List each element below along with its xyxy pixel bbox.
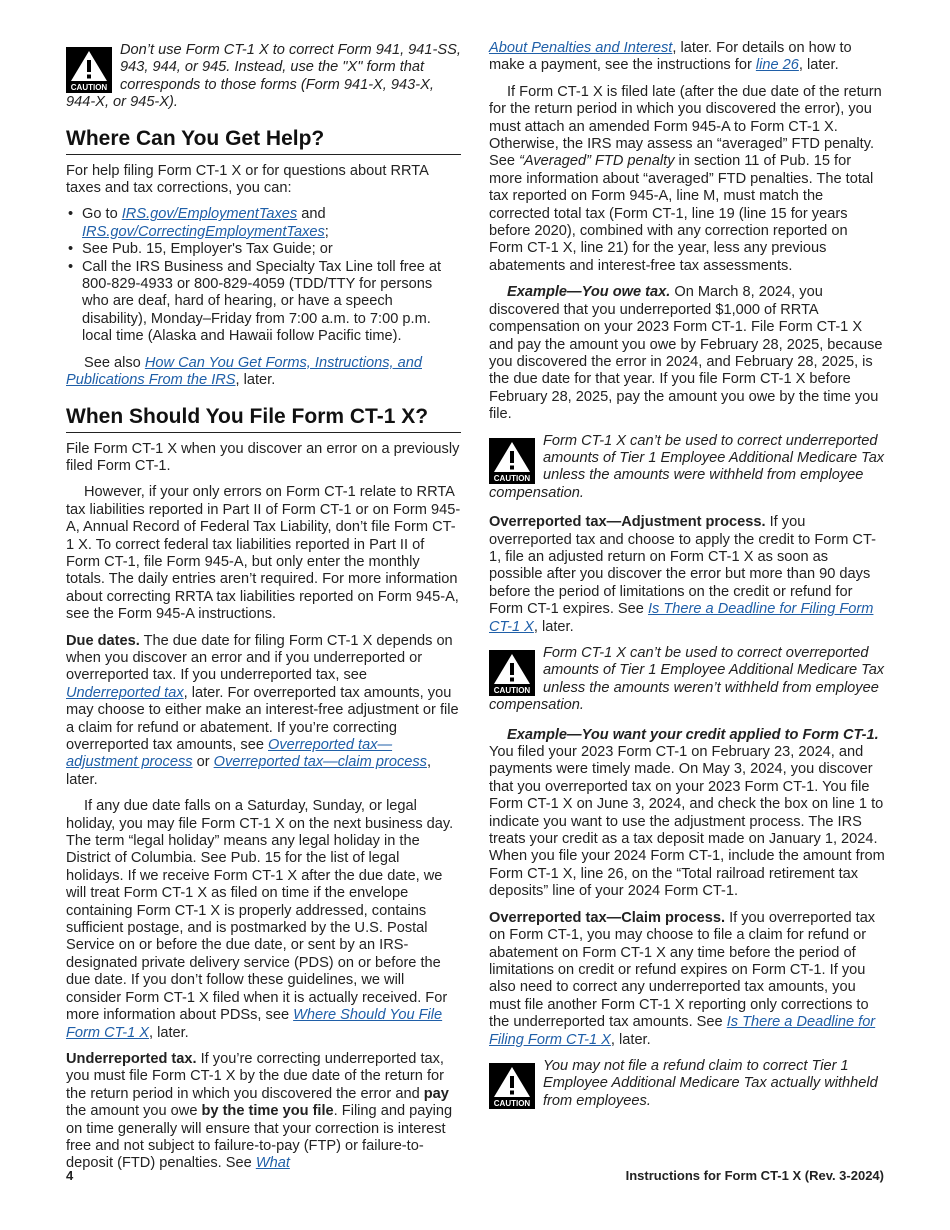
caution-note [489,1058,885,1110]
caution-text: Form CT-1 X can’t be used to correct underreported amounts of Tier 1 Employee Additional Medicare Tax unless the amounts were withheld from employee compensation. [489,432,885,501]
svg-text:CAUTION: CAUTION [493,1098,531,1108]
what-penalties-link[interactable]: What [255,1155,290,1172]
adjustment-process-link[interactable]: Overreported tax—adjustment process [66,737,393,771]
caution-note [66,42,461,112]
claim-process-link[interactable]: Overreported tax—claim process [213,754,427,771]
list-item: • See Pub. 15, Employer's Tax Guide; or [66,241,461,258]
list-item: • Go to IRS.gov/EmploymentTaxes and IRS.gov/CorrectingEmploymentTaxes; [66,206,461,241]
paragraph-adjustment: Overreported tax—Adjustment process. If you overreported tax and choose to apply the credit to Form CT-1, file an adjusted return on Form CT-1 X as soon as possible after you discover the error but more than 90 days before the period of limitations on the credit or refund for Form CT-1 expires. See Is There a Deadline for Filing Form CT-1 X, later. [489,514,876,635]
deadline-link[interactable]: Is There a Deadline for Filing Form CT-1 X [489,1014,876,1048]
paragraph: See also How Can You Get Forms, Instructions, and Publications From the IRS, later. [66,354,422,389]
penalties-interest-link[interactable]: About Penalties and Interest [489,40,673,56]
deadline-link[interactable]: Is There a Deadline for Filing Form CT-1 X [489,601,874,635]
correcting-employment-taxes-link[interactable]: IRS.gov/CorrectingEmploymentTaxes [82,223,325,240]
caution-note [489,645,885,715]
caution-text: Form CT-1 X can’t be used to correct overreported amounts of Tier 1 Employee Additional Medicare Tax unless the amounts weren’t withheld from employee compensation. [489,645,885,714]
line-26-link[interactable]: line 26 [755,57,799,74]
example-owe-tax: Example—You owe tax. On March 8, 2024, you discovered that you underreported $1,000 of RRTA compensation on your 2023 Form CT-1. File Form CT-1 X and pay the amount you owe by February 28, 2025, because you discovered the error in 2024, and February 28, 2025, is the due date for that year. If you file Form CT-1 X before February 28, 2025, pay the amount you owe by the time you file. [489,284,883,423]
get-forms-link[interactable]: How Can You Get Forms, Instructions, and Publications From the IRS [66,354,422,389]
paragraph-due-dates: Due dates. The due date for filing Form CT-1 X depends on when you discover an error and if you underreported or overreported tax. If you underreported tax, see Underreported tax, later. For overreported tax amounts, you may choose to either make an interest-free adjustment or file a claim for refund or abatement. If you’re correcting overreported tax amounts, see Overreported tax—adjustment process or Overreported tax—claim process, later. [66,632,459,788]
paragraph: File Form CT-1 X when you discover an error on a previously filed Form CT-1. [66,440,460,474]
page-number: 4 [66,1168,74,1183]
caution-text: Don’t use Form CT-1 X to correct Form 941, 941-SS, 943, 944, or 945. Instead, use the "X" form that corresponds to those forms (Form 941-X, 943-X, 944-X, or 945-X). [66,42,461,111]
employment-taxes-link[interactable]: IRS.gov/EmploymentTaxes [121,206,298,223]
right-column [489,40,885,1122]
paragraph: However, if your only errors on Form CT-1 relate to RRTA tax liabilities reported in Part II of Form CT-1 or on Form 945-A, Annual Record of Federal Tax Liability, don’t file Form CT-1 X. To correct federal tax liabilities reported in Part II of Form CT-1, file Form 945-A, but only enter the monthly totals. The daily entries aren’t required. For more information about correcting RRTA tax liabilities reported on Form 945-A, see the Form 945-A instructions. [66,484,461,623]
caution-icon [489,1063,535,1109]
form-title: Instructions for Form CT-1 X (Rev. 3-2024) [625,1168,884,1183]
section-heading-when: When Should You File Form CT-1 X? [66,404,461,433]
caution-icon [489,650,535,696]
caution-text: You may not file a refund claim to correct Tier 1 Employee Additional Medicare Tax actually withheld from employees. [543,1057,878,1109]
section-heading-help: Where Can You Get Help? [66,126,461,155]
left-column [66,40,461,1182]
paragraph-holiday: If any due date falls on a Saturday, Sunday, or legal holiday, you may file Form CT-1 X on the next business day. The term “legal holiday” means any legal holiday in the District of Columbia. See Pub. 15 for the list of legal holidays. If we receive Form CT-1 X after the due date, we will treat Form CT-1 X as filed on time if the envelope containing Form CT-1 X is properly addressed, contains sufficient postage, and is postmarked by the U.S. Postal Service on or before the due date, or sent by an IRS-designated private delivery service (PDS) on or before the due date. If you don’t follow these guidelines, we will consider Form CT-1 X filed when it is actually received. For more information about PDSs, see Where Should You File Form CT-1 X, later. [66,798,454,1041]
caution-note [489,433,885,503]
svg-text:CAUTION: CAUTION [493,473,531,483]
underreported-tax-link[interactable]: Underreported tax [66,684,184,701]
svg-text:CAUTION: CAUTION [70,83,108,92]
where-file-link[interactable]: Where Should You File Form CT-1 X [66,1007,443,1041]
list-item: • Call the IRS Business and Specialty Tax Line toll free at 800-829-4933 or 800-829-4059 (TDD/TTY for persons who are deaf, hard of hearing, or have a speech disability), Monday–Friday from 7:00 a.m. to 7:00 p.m. local time (Alaska and Hawaii follow Pacific time). [66,259,461,346]
help-list [66,206,461,345]
svg-text:CAUTION: CAUTION [493,686,531,695]
paragraph-claim: Overreported tax—Claim process. If you overreported tax on Form CT-1, you may choose to file a claim for refund or abatement on Form CT-1 X any time before the period of limitations on credit or refund expires on Form CT-1. If you also need to correct any underreported tax amounts, you must file another Form CT-1 X reporting only corrections to the underreported tax amounts. See Is There a Deadline for Filing Form CT-1 X, later. [489,909,876,1048]
example-credit-applied: Example—You want your credit applied to Form CT-1. You filed your 2023 Form CT-1 on February 23, 2024, and payments were timely made. On May 3, 2024, you discover that you overreported tax on your 2023 Form CT-1. You file Form CT-1 X on June 3, 2024, and check the box on line 1 to indicate you want to use the adjustment process. The IRS treats your credit as a tax deposit made on January 1, 2024. When you file your 2024 Form CT-1, include the amount from Form CT-1 X, line 26, on the “Total railroad retirement tax deposits” line of your 2024 Form CT-1. [489,726,885,900]
paragraph-underreported: Underreported tax. If you’re correcting underreported tax, you must file Form CT-1 X by the due date of the return for the return period in which you discovered the error and pay the amount you owe by the time you file. Filing and paying on time generally will ensure that your correction is interest free and not subject to failure-to-pay (FTP) or failure-to-deposit (FTD) penalties. See What [66,1050,453,1172]
paragraph: About Penalties and Interest, later. For details on how to make a payment, see the instructions for line 26, later. [489,40,852,74]
help-intro: For help filing Form CT-1 X or for questions about RRTA taxes and tax corrections, you can: [66,162,429,197]
caution-icon [66,47,112,93]
paragraph: If Form CT-1 X is filed late (after the due date of the return for the return period in which you discovered the error), you must attach an amended Form 945-A to Form CT-1 X. Otherwise, the IRS may assess an “averaged” FTD penalty. See “Averaged” FTD penalty in section 11 of Pub. 15 for more information about “averaged” FTD penalties. The total tax reported on Form 945-A, line M, must match the corrected total tax (Form CT-1, line 19 (line 15 for years before 2020), combined with any correction reported on Form CT-1 X, line 21) for the year, less any previous abatements and interest-free tax assessments. [489,83,882,274]
caution-icon [489,438,535,484]
